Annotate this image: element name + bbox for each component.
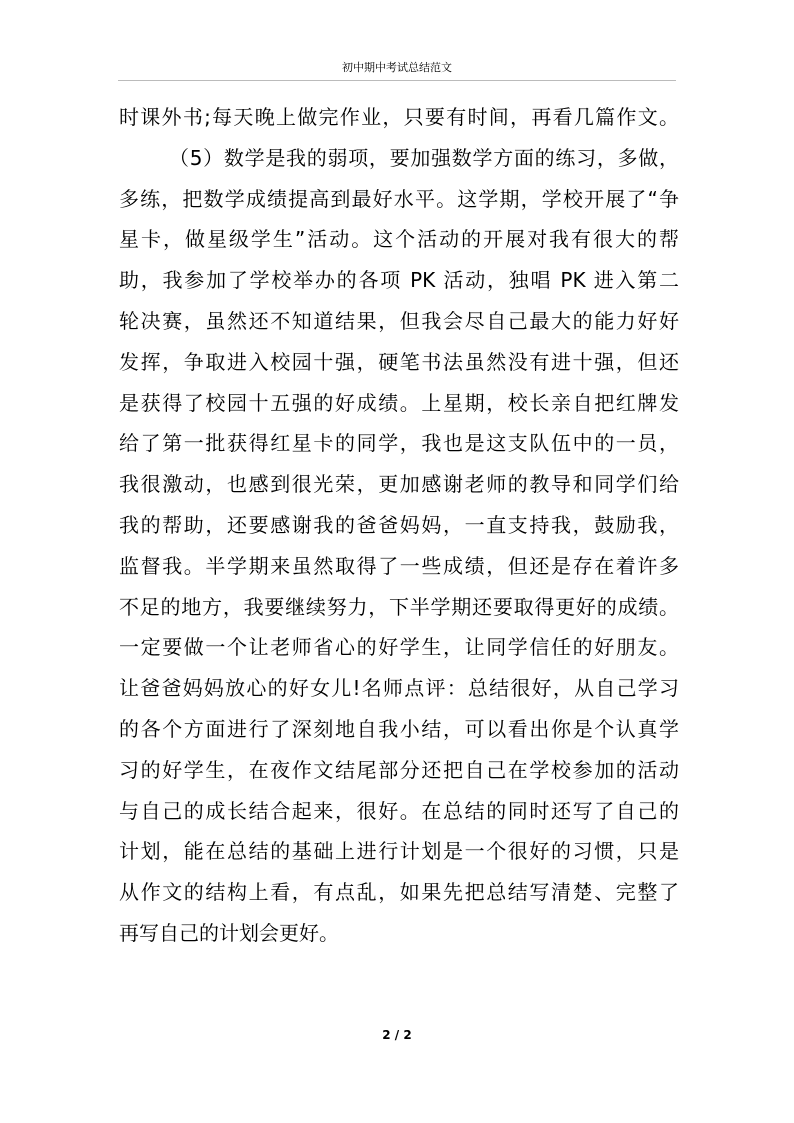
text-line-6: 轮决赛，虽然还不知道结果，但我会尽自己最大的能力好好 [119,308,679,333]
text-line-21: 再写自己的计划会更好。 [119,920,339,945]
text-line-17: 习的好学生，在夜作文结尾部分还把自己在学校参加的活动 [119,757,679,782]
text-line-7: 发挥，争取进入校园十强，硬笔书法虽然没有进十强，但还 [119,349,679,374]
text-line-15: 让爸爸妈妈放心的好女儿!名师点评：总结很好，从自己学习 [119,676,679,701]
text-line-3: 多练，把数学成绩提高到最好水平。这学期，学校开展了“争 [119,186,679,211]
page-header-title: 初中期中考试总结范文 [342,61,452,74]
text-line-11: 我的帮助，还要感谢我的爸爸妈妈，一直支持我，鼓励我， [119,512,679,537]
text-line-10: 我很激动，也感到很光荣，更加感谢老师的教导和同学们给 [119,472,679,497]
body-text [119,97,679,954]
text-line-18: 与自己的成长结合起来，很好。在总结的同时还写了自己的 [119,798,679,823]
text-line-13: 不足的地方，我要继续努力，下半学期还要取得更好的成绩。 [119,594,679,619]
text-line-8: 是获得了校园十五强的好成绩。上星期，校长亲自把红牌发 [119,390,679,415]
text-line-1: 时课外书;每天晚上做完作业，只要有时间，再看几篇作文。 [119,105,679,129]
header-divider [118,80,676,81]
text-line-2: （5）数学是我的弱项，要加强数学方面的练习，多做， [169,145,679,170]
text-line-9: 给了第一批获得红星卡的同学，我也是这支队伍中的一员， [119,431,679,456]
page-number: 2 / 2 [382,1028,412,1042]
text-line-16: 的各个方面进行了深刻地自我小结，可以看出你是个认真学 [119,716,679,741]
text-line-19: 计划，能在总结的基础上进行计划是一个很好的习惯，只是 [119,839,679,864]
text-line-4: 星卡，做星级学生”活动。这个活动的开展对我有很大的帮 [119,227,679,252]
text-line-12: 监督我。半学期来虽然取得了一些成绩，但还是存在着许多 [119,553,679,578]
text-line-20: 从作文的结构上看，有点乱，如果先把总结写清楚、完整了 [119,880,679,905]
text-line-5: 助，我参加了学校举办的各项 PK 活动，独唱 PK 进入第二 [119,268,679,293]
text-line-14: 一定要做一个让老师省心的好学生，让同学信任的好朋友。 [119,635,679,660]
